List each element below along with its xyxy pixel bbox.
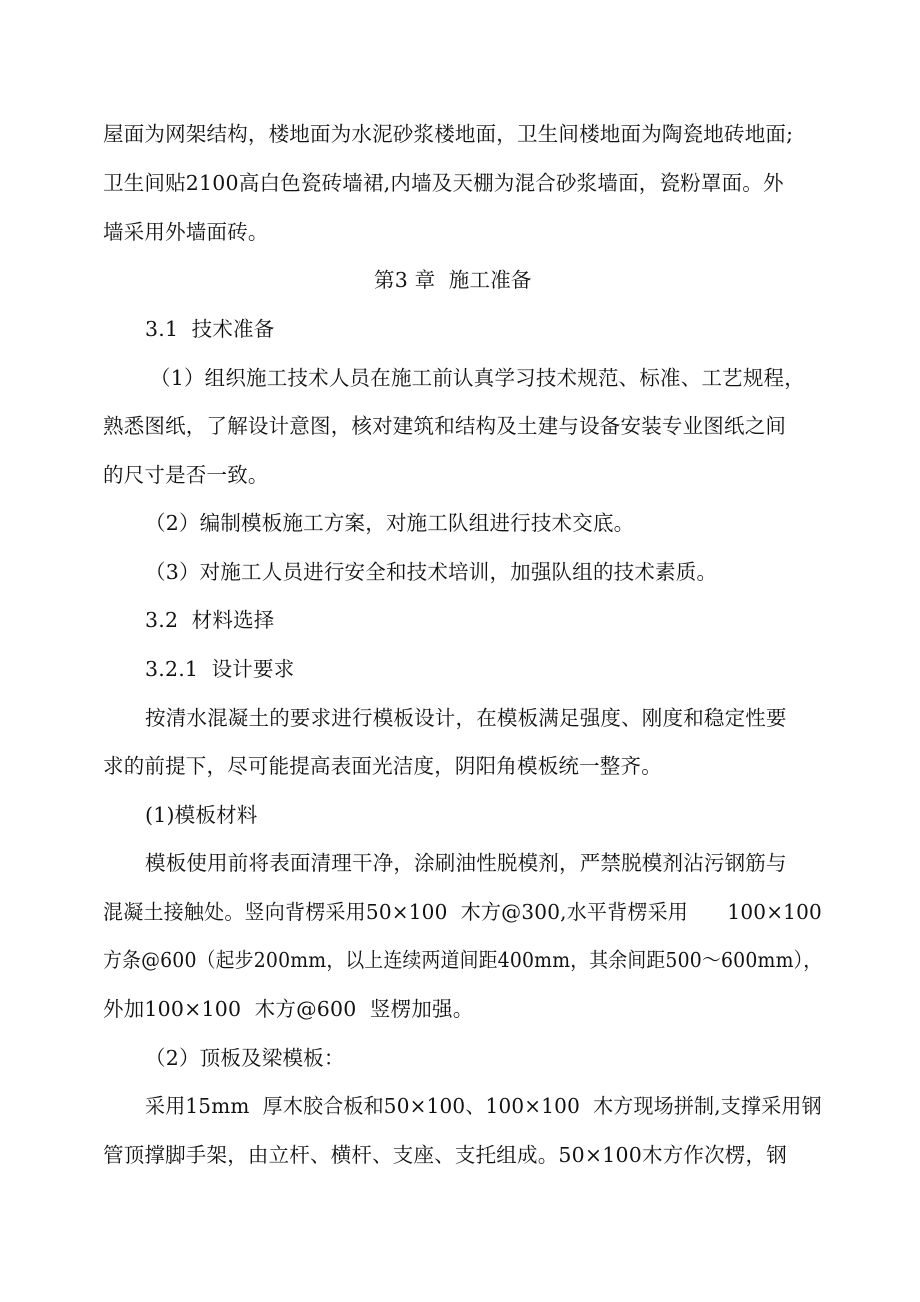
body-line: （1）组织施工技术人员在施工前认真学习技术规范、标准、工艺规程，: [150, 366, 805, 390]
body-line: 混凝土接触处。竖向背楞采用50×100 木方@300,水平背楞采用 100×100: [103, 900, 822, 924]
subsection-heading: 3.2.1 设计要求: [145, 657, 295, 681]
body-line: 的尺寸是否一致。: [103, 463, 269, 487]
section-heading: 3.2 材料选择: [145, 608, 275, 632]
body-line: （2）编制模板施工方案，对施工队组进行技术交底。: [145, 511, 635, 535]
body-line: 熟悉图纸，了解设计意图，核对建筑和结构及土建与设备安装专业图纸之间: [103, 414, 787, 438]
section-heading: 3.1 技术准备: [145, 317, 275, 341]
body-line: 方条@600（起步200mm，以上连续两道间距400mm，其余间距500～600mm），: [103, 948, 823, 972]
body-line: 按清水混凝土的要求进行模板设计，在模板满足强度、刚度和稳定性要: [145, 706, 787, 730]
chapter-heading: 第3 章 施工准备: [374, 268, 532, 292]
item-heading: （2）顶板及梁模板：: [145, 1046, 345, 1070]
body-line: （3）对施工人员进行安全和技术培训，加强队组的技术素质。: [145, 560, 718, 584]
body-line: 屋面为网架结构，楼地面为水泥砂浆楼地面，卫生间楼地面为陶瓷地砖地面;: [103, 122, 794, 146]
body-line: 模板使用前将表面清理干净，涂刷油性脱模剂，严禁脱模剂沾污钢筋与: [145, 851, 787, 875]
body-line: 墙采用外墙面砖。: [103, 220, 269, 244]
body-line: 求的前提下，尽可能提高表面光洁度，阴阳角模板统一整齐。: [103, 754, 662, 778]
body-line: 卫生间贴2100高白色瓷砖墙裙,内墙及天棚为混合砂浆墙面，瓷粉罩面。外: [103, 171, 784, 195]
body-line: 管顶撑脚手架，由立杆、横杆、支座、支托组成。50×100木方作次楞，钢: [103, 1143, 787, 1167]
body-line: 采用15mm 厚木胶合板和50×100、100×100 木方现场拼制,支撑采用钢: [145, 1094, 822, 1118]
body-line: 外加100×100 木方@600 竖楞加强。: [103, 997, 474, 1021]
item-heading: (1)模板材料: [145, 803, 258, 827]
